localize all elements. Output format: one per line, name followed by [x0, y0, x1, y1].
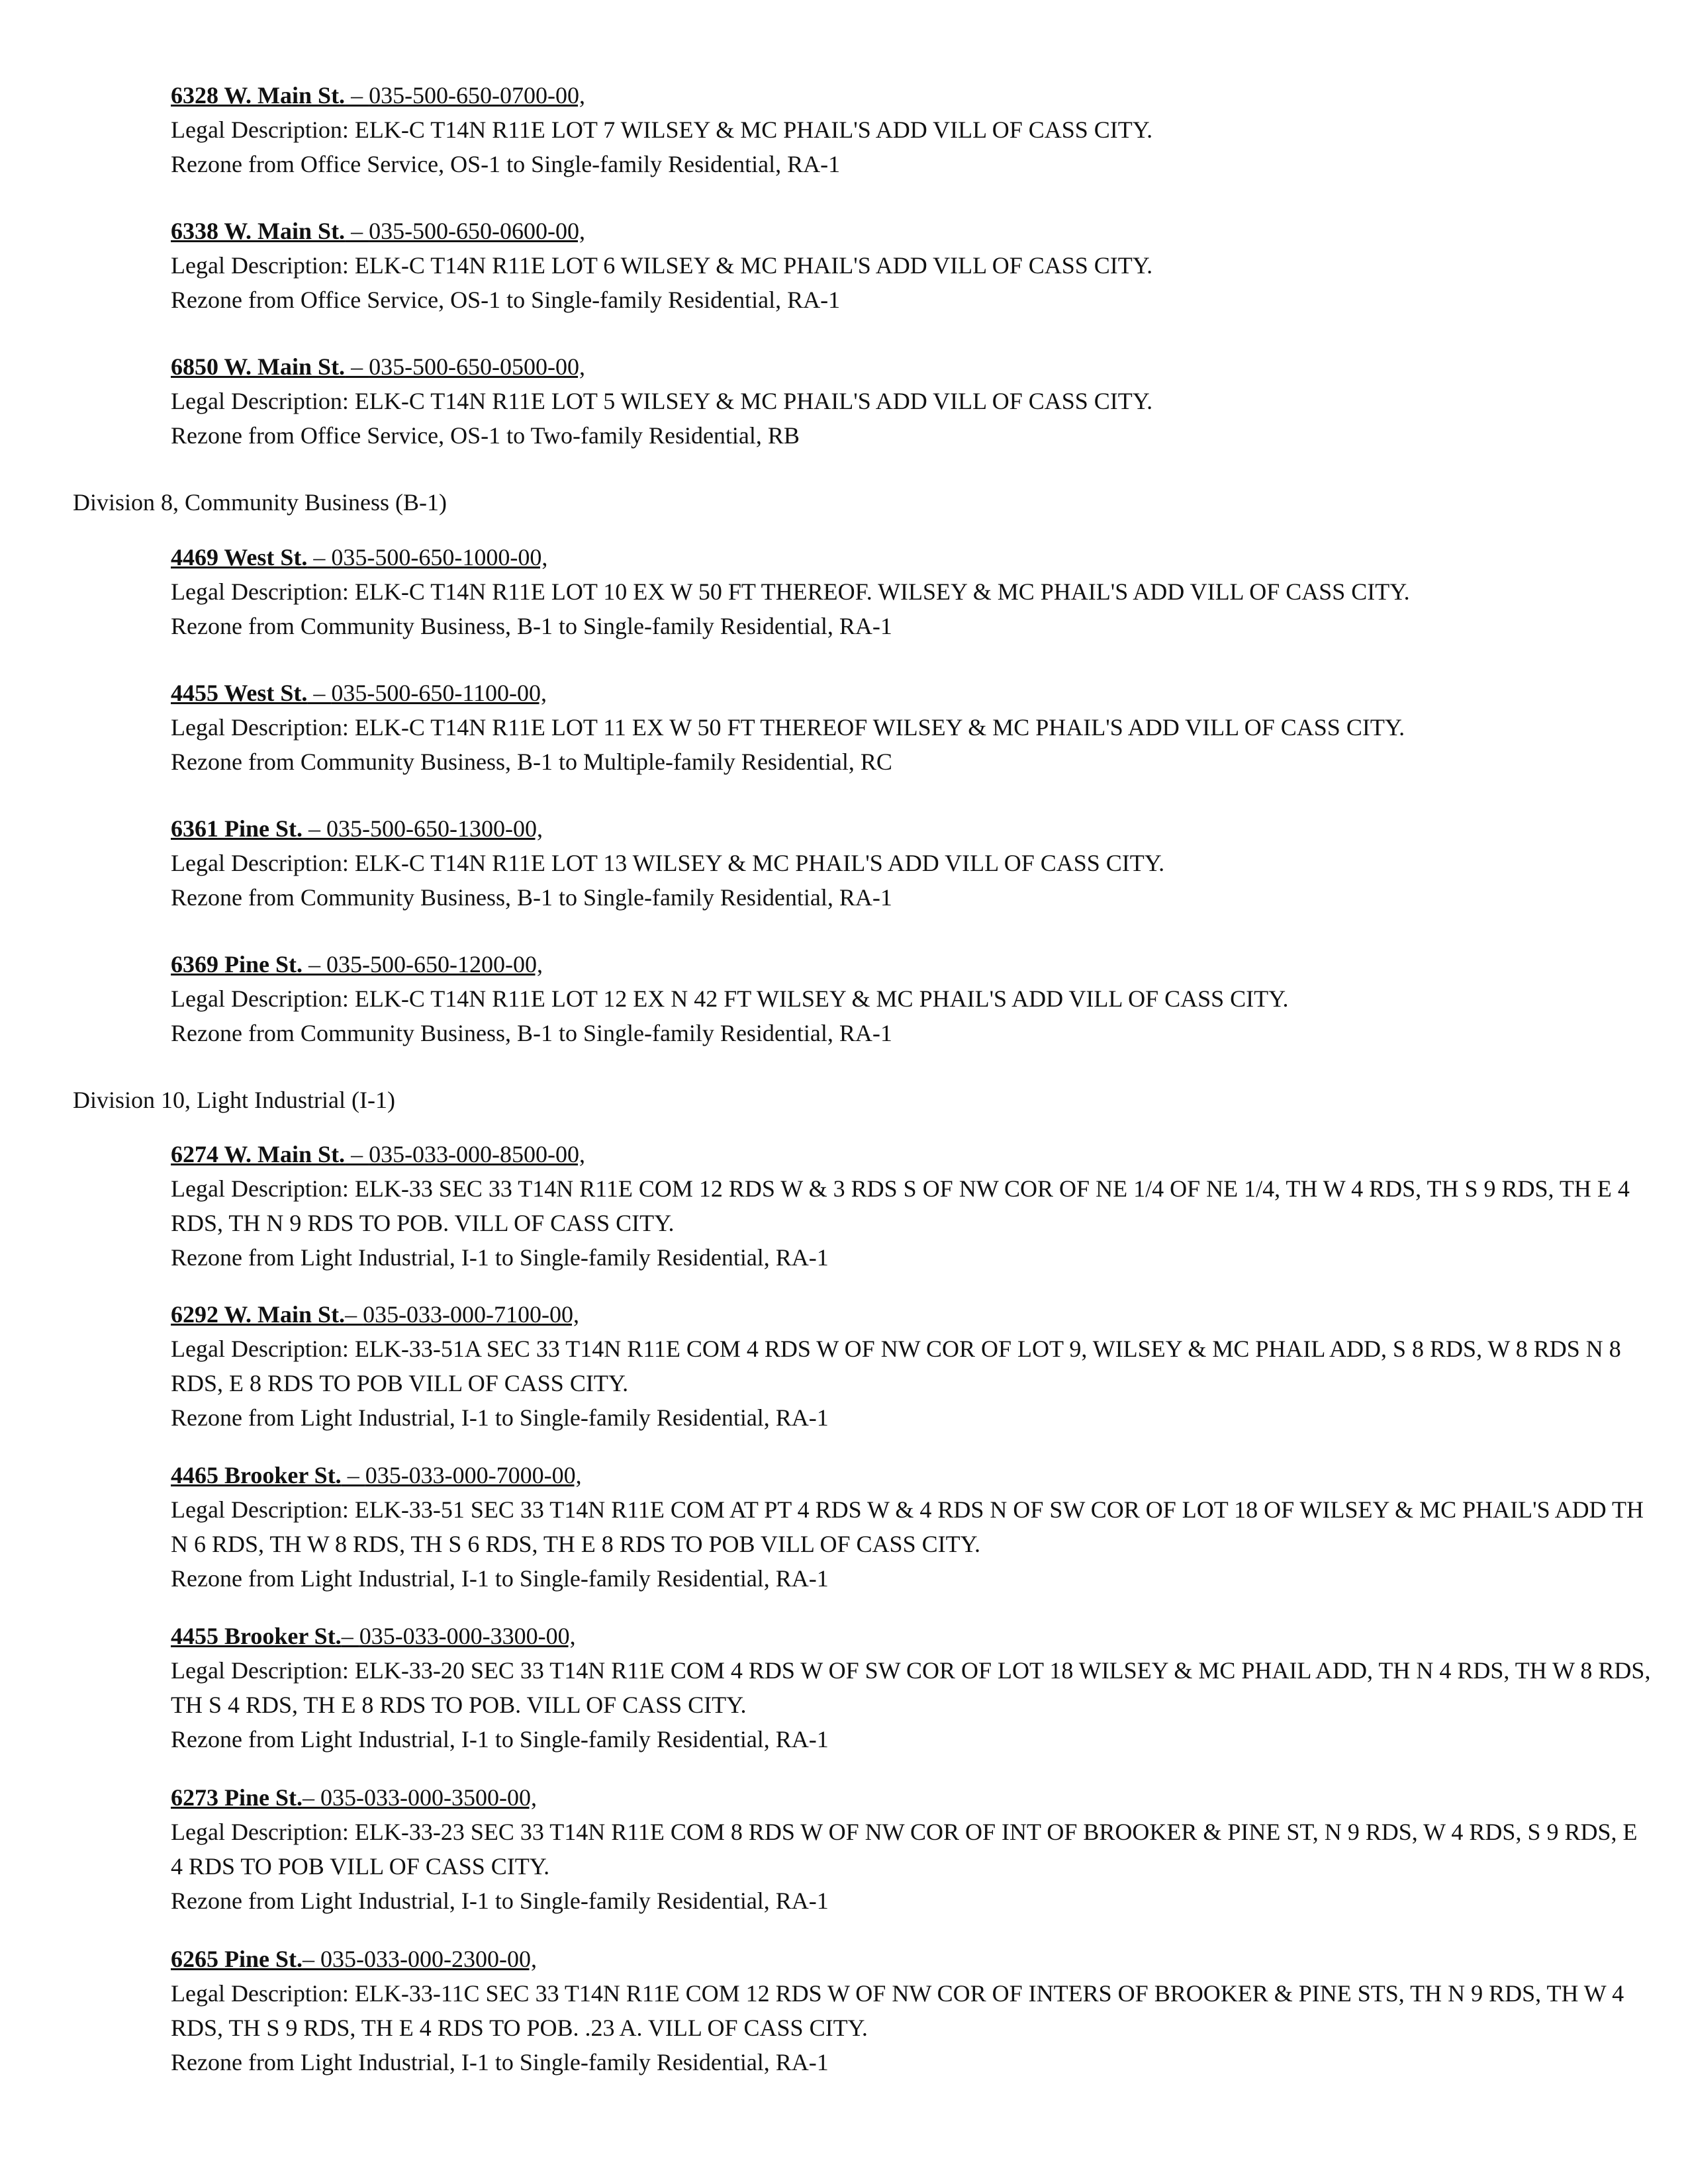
- rezone-text: Rezone from Office Service, OS-1 to Two-family Residential, RB: [171, 422, 800, 449]
- legal-description: Legal Description: ELK-33-11C SEC 33 T14N R11E COM 12 RDS W OF NW COR OF INTERS OF BROOKER & PINE STS, TH N 9 RDS, TH W 4 RDS, TH S 9 RDS, TH E 4 RDS TO POB. .23 A. VILL OF CASS CITY.: [171, 1980, 1624, 2041]
- legal-description: Legal Description: ELK-C T14N R11E LOT 12 EX N 42 FT WILSEY & MC PHAIL'S ADD VILL OF CASS CITY.: [171, 985, 1289, 1012]
- parcel-number: 035-033-000-2300-00,: [320, 1946, 537, 1972]
- parcel-heading: [171, 1780, 1654, 1815]
- parcel-separator: –: [345, 82, 369, 109]
- parcel-entry: [171, 676, 1654, 779]
- legal-description: Legal Description: ELK-33-23 SEC 33 T14N R11E COM 8 RDS W OF NW COR OF INT OF BROOKER & PINE ST, N 9 RDS, W 4 RDS, S 9 RDS, E 4 RDS TO POB VILL OF CASS CITY.: [171, 1819, 1638, 1880]
- parcel-number: 035-033-000-7100-00,: [363, 1301, 580, 1328]
- legal-description: Legal Description: ELK-33-20 SEC 33 T14N R11E COM 4 RDS W OF SW COR OF LOT 18 WILSEY & MC PHAIL ADD, TH N 4 RDS, TH W 8 RDS, TH S 4 RDS, TH E 8 RDS TO POB. VILL OF CASS CITY.: [171, 1657, 1651, 1718]
- rezone-text: Rezone from Light Industrial, I-1 to Single-family Residential, RA-1: [171, 1888, 829, 1914]
- parcel-address: 6369 Pine St.: [171, 951, 303, 978]
- rezone-text: Rezone from Community Business, B-1 to Single-family Residential, RA-1: [171, 1020, 892, 1046]
- parcel-heading: [171, 349, 1654, 384]
- parcel-separator: –: [341, 1623, 359, 1649]
- parcel-heading: [171, 1942, 1654, 1976]
- parcel-number: 035-033-000-3500-00,: [320, 1784, 537, 1811]
- parcel-heading: [171, 676, 1654, 710]
- parcel-number: 035-033-000-8500-00,: [369, 1141, 586, 1167]
- parcel-number: 035-500-650-1000-00,: [331, 544, 548, 570]
- parcel-heading: [171, 811, 1654, 846]
- parcel-number: 035-033-000-3300-00,: [359, 1623, 576, 1649]
- parcel-separator: –: [303, 1784, 321, 1811]
- parcel-number: 035-500-650-1100-00,: [331, 680, 547, 706]
- parcel-number: 035-500-650-0700-00,: [369, 82, 586, 109]
- rezone-text: Rezone from Office Service, OS-1 to Single-family Residential, RA-1: [171, 287, 841, 313]
- parcel-entry: [171, 811, 1654, 915]
- parcel-heading: [171, 78, 1654, 113]
- parcel-separator: –: [345, 1301, 363, 1328]
- parcel-entry: [171, 214, 1654, 317]
- parcel-entry: [171, 78, 1654, 181]
- legal-description: Legal Description: ELK-C T14N R11E LOT 7 WILSEY & MC PHAIL'S ADD VILL OF CASS CITY.: [171, 116, 1153, 143]
- rezone-text: Rezone from Light Industrial, I-1 to Single-family Residential, RA-1: [171, 1726, 829, 1752]
- parcel-entry: [171, 1780, 1654, 1918]
- parcel-separator: –: [307, 680, 332, 706]
- parcel-number: 035-033-000-7000-00,: [365, 1462, 582, 1488]
- rezone-text: Rezone from Community Business, B-1 to Single-family Residential, RA-1: [171, 884, 892, 911]
- parcel-heading: [171, 214, 1654, 248]
- parcel-heading: [171, 1458, 1654, 1492]
- legal-description: Legal Description: ELK-C T14N R11E LOT 11 EX W 50 FT THEREOF WILSEY & MC PHAIL'S ADD VILL OF CASS CITY.: [171, 714, 1405, 741]
- parcel-address: 4455 West St.: [171, 680, 308, 706]
- parcel-address: 6292 W. Main St.: [171, 1301, 346, 1328]
- parcel-address: 6328 W. Main St.: [171, 82, 346, 109]
- parcel-entry: [171, 540, 1654, 643]
- parcel-heading: [171, 947, 1654, 981]
- rezone-text: Rezone from Light Industrial, I-1 to Single-family Residential, RA-1: [171, 1565, 829, 1592]
- parcel-address: 6265 Pine St.: [171, 1946, 303, 1972]
- legal-description: Legal Description: ELK-33 SEC 33 T14N R11E COM 12 RDS W & 3 RDS S OF NW COR OF NE 1/4 OF NE 1/4, TH W 4 RDS, TH S 9 RDS, TH E 4 RDS, TH N 9 RDS TO POB. VILL OF CASS CITY.: [171, 1175, 1630, 1236]
- rezone-text: Rezone from Light Industrial, I-1 to Single-family Residential, RA-1: [171, 2049, 829, 2075]
- rezone-text: Rezone from Light Industrial, I-1 to Single-family Residential, RA-1: [171, 1244, 829, 1271]
- legal-description: Legal Description: ELK-C T14N R11E LOT 5 WILSEY & MC PHAIL'S ADD VILL OF CASS CITY.: [171, 388, 1153, 414]
- parcel-separator: –: [345, 218, 369, 244]
- parcel-entry: [171, 349, 1654, 453]
- parcel-address: 6274 W. Main St.: [171, 1141, 346, 1167]
- parcel-separator: –: [345, 1141, 369, 1167]
- parcel-separator: –: [307, 544, 332, 570]
- parcel-heading: [171, 1619, 1654, 1653]
- rezone-text: Rezone from Community Business, B-1 to Multiple-family Residential, RC: [171, 749, 892, 775]
- parcel-separator: –: [345, 353, 369, 380]
- parcel-heading: [171, 540, 1654, 574]
- parcel-address: 4455 Brooker St.: [171, 1623, 342, 1649]
- parcel-address: 4469 West St.: [171, 544, 308, 570]
- division-heading: Division 8, Community Business (B-1): [73, 489, 447, 516]
- parcel-separator: –: [303, 1946, 321, 1972]
- division-heading: Division 10, Light Industrial (I-1): [73, 1087, 395, 1113]
- rezone-text: Rezone from Light Industrial, I-1 to Single-family Residential, RA-1: [171, 1404, 829, 1431]
- legal-description: Legal Description: ELK-C T14N R11E LOT 6 WILSEY & MC PHAIL'S ADD VILL OF CASS CITY.: [171, 252, 1153, 279]
- parcel-number: 035-500-650-0600-00,: [369, 218, 586, 244]
- parcel-address: 6850 W. Main St.: [171, 353, 346, 380]
- parcel-entry: [171, 1137, 1654, 1275]
- parcel-number: 035-500-650-1200-00,: [326, 951, 543, 978]
- parcel-entry: [171, 1458, 1654, 1596]
- rezone-text: Rezone from Community Business, B-1 to Single-family Residential, RA-1: [171, 613, 892, 639]
- rezone-text: Rezone from Office Service, OS-1 to Single-family Residential, RA-1: [171, 151, 841, 177]
- parcel-entry: [171, 1297, 1654, 1435]
- parcel-heading: [171, 1137, 1654, 1171]
- parcel-number: 035-500-650-1300-00,: [326, 815, 543, 842]
- parcel-entry: [171, 947, 1654, 1050]
- parcel-address: 6273 Pine St.: [171, 1784, 303, 1811]
- parcel-separator: –: [303, 815, 327, 842]
- parcel-entry: [171, 1619, 1654, 1756]
- parcel-address: 6338 W. Main St.: [171, 218, 346, 244]
- legal-description: Legal Description: ELK-33-51 SEC 33 T14N R11E COM AT PT 4 RDS W & 4 RDS N OF SW COR OF LOT 18 OF WILSEY & MC PHAIL'S ADD TH N 6 RDS, TH W 8 RDS, TH S 6 RDS, TH E 8 RDS TO POB VILL OF CASS CITY.: [171, 1496, 1644, 1557]
- parcel-address: 4465 Brooker St.: [171, 1462, 342, 1488]
- parcel-number: 035-500-650-0500-00,: [369, 353, 586, 380]
- legal-description: Legal Description: ELK-C T14N R11E LOT 10 EX W 50 FT THEREOF. WILSEY & MC PHAIL'S ADD VILL OF CASS CITY.: [171, 578, 1410, 605]
- parcel-separator: –: [303, 951, 327, 978]
- parcel-separator: –: [341, 1462, 365, 1488]
- parcel-heading: [171, 1297, 1654, 1332]
- legal-description: Legal Description: ELK-C T14N R11E LOT 13 WILSEY & MC PHAIL'S ADD VILL OF CASS CITY.: [171, 850, 1165, 876]
- legal-description: Legal Description: ELK-33-51A SEC 33 T14N R11E COM 4 RDS W OF NW COR OF LOT 9, WILSEY & MC PHAIL ADD, S 8 RDS, W 8 RDS N 8 RDS, E 8 RDS TO POB VILL OF CASS CITY.: [171, 1336, 1621, 1396]
- parcel-address: 6361 Pine St.: [171, 815, 303, 842]
- parcel-entry: [171, 1942, 1654, 2079]
